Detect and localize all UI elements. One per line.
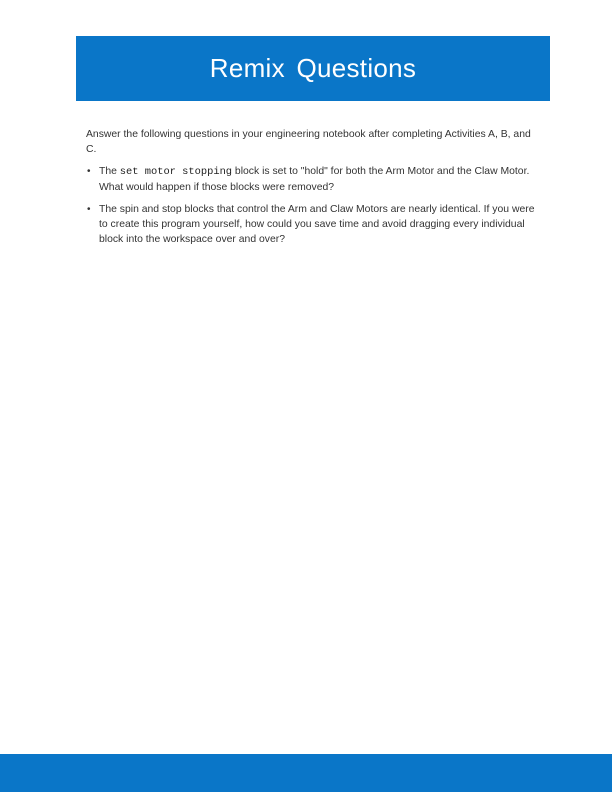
code-set-motor-stopping: set motor stopping	[119, 166, 233, 178]
document-body	[86, 127, 538, 254]
bullet-icon: •	[87, 166, 91, 177]
header-banner	[76, 36, 550, 101]
question-item-1	[86, 164, 538, 195]
question-item-2	[86, 202, 538, 247]
question-list	[86, 164, 538, 247]
question-1-text-start: The	[99, 166, 120, 177]
bullet-icon: •	[87, 204, 91, 215]
page-title: Remix Questions	[209, 53, 417, 83]
footer-bar	[0, 754, 612, 792]
question-1-text-end: block is set to "hold" for both the Arm Motor and the Claw Motor. What would happen if those blocks were removed?	[99, 166, 530, 193]
intro-text: Answer the following questions in your engineering notebook after completing Activities A, B, and C.	[86, 129, 531, 155]
question-2-text: The spin and stop blocks that control the Arm and Claw Motors are nearly identical. If you were to create this program yourself, how could you save time and avoid dragging every individual block into the workspace over and over?	[99, 204, 535, 245]
